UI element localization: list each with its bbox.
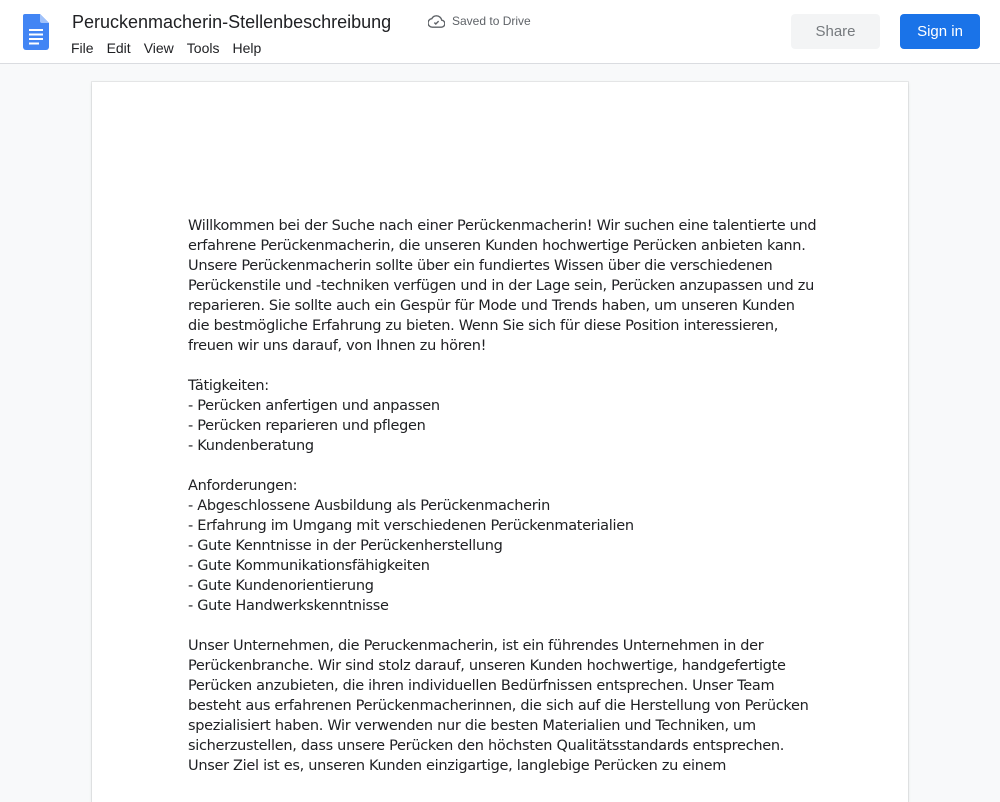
requirement-item: - Abgeschlossene Ausbildung als Perückenmacherin: [188, 498, 550, 514]
task-item: - Perücken reparieren und pflegen: [188, 418, 426, 434]
task-item: - Kundenberatung: [188, 438, 314, 454]
save-status-label: Saved to Drive: [452, 14, 531, 28]
menu-bar: [71, 40, 274, 56]
menu-help[interactable]: Help: [232, 40, 262, 56]
sign-in-button[interactable]: Sign in: [900, 14, 980, 49]
requirement-item: - Gute Kundenorientierung: [188, 578, 374, 594]
document-title[interactable]: Peruckenmacherin-Stellenbeschreibung: [72, 12, 392, 32]
requirements-heading: Anforderungen:: [188, 478, 298, 494]
tasks-heading: Tätigkeiten:: [188, 378, 269, 394]
share-button[interactable]: Share: [791, 14, 880, 49]
document-body[interactable]: [188, 216, 820, 776]
document-page[interactable]: [92, 82, 908, 802]
menu-view[interactable]: View: [143, 40, 174, 56]
cloud-done-icon: [428, 15, 445, 28]
requirement-item: - Gute Kenntnisse in der Perückenherstellung: [188, 538, 503, 554]
menu-tools[interactable]: Tools: [186, 40, 220, 56]
intro-paragraph: Willkommen bei der Suche nach einer Perückenmacherin! Wir suchen eine talentierte und erfahrene Perückenmacherin, die unseren Kunden hochwertige Perücken anbieten kann. Unsere Perückenmacherin sollte über ein fundiertes Wissen über die verschiedenen Perückenstile und -techniken verfügen und in der Lage sein, Perücken anzupassen und zu reparieren. Sie sollte auch ein Gespür für Mode und Trends haben, um unseren Kunden die bestmögliche Erfahrung zu bieten. Wenn Sie sich für diese Position interessieren, freuen wir uns darauf, von Ihnen zu hören!: [188, 218, 821, 354]
save-status[interactable]: [428, 14, 531, 28]
requirement-item: - Erfahrung im Umgang mit verschiedenen Perückenmaterialien: [188, 518, 634, 534]
company-paragraph: Unser Unternehmen, die Peruckenmacherin, ist ein führendes Unternehmen in der Perückenbranche. Wir sind stolz darauf, unseren Kunden hochwertige, handgefertigte Perücken anzubieten, die ihren individuellen Bedürfnissen entsprechen. Unser Team besteht aus erfahrenen Perückenmacherinnen, die sich auf die Herstellung von Perücken spezialisiert haben. Wir verwenden nur die besten Materialien und Techniken, um sicherzustellen, dass unsere Perücken den höchsten Qualitätsstandards entsprechen. Unser Ziel ist es, unseren Kunden einzigartige, langlebige Perücken zu einem: [188, 638, 813, 774]
top-bar: [0, 0, 1000, 64]
docs-logo-icon[interactable]: [23, 14, 49, 50]
requirement-item: - Gute Kommunikationsfähigkeiten: [188, 558, 430, 574]
blank-line: [188, 356, 820, 376]
requirement-item: - Gute Handwerkskenntnisse: [188, 598, 389, 614]
blank-line: [188, 616, 820, 636]
menu-file[interactable]: File: [71, 40, 94, 56]
menu-edit[interactable]: Edit: [106, 40, 131, 56]
task-item: - Perücken anfertigen und anpassen: [188, 398, 440, 414]
blank-line: [188, 456, 820, 476]
